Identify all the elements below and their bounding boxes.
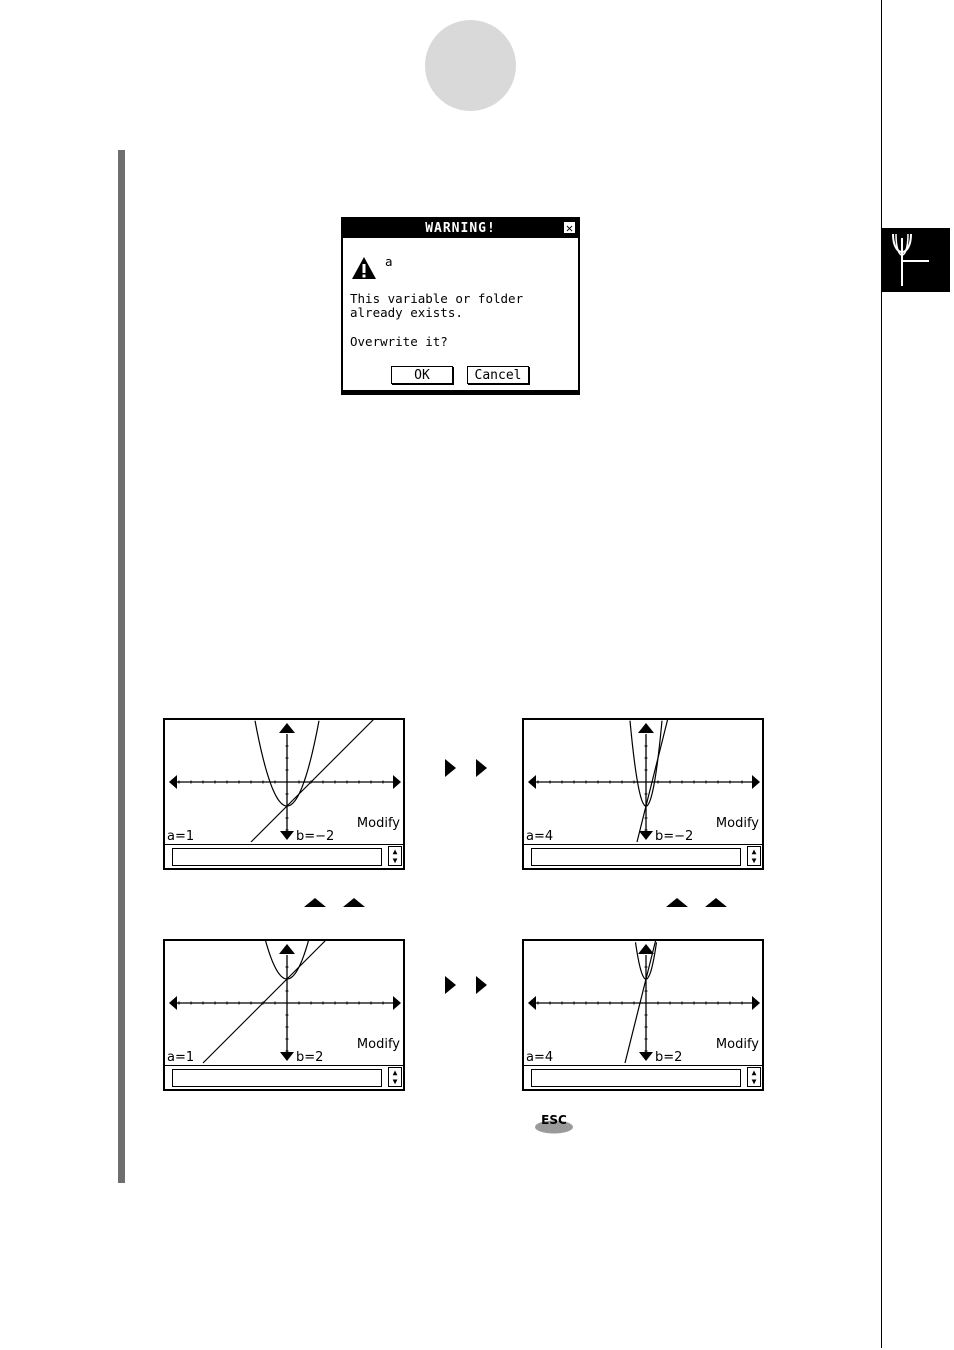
graph-plot xyxy=(524,720,762,868)
cursor-right-icon xyxy=(476,759,487,777)
arrow-right-icon xyxy=(752,996,760,1010)
arrow-up-icon xyxy=(279,944,295,954)
graph-screen xyxy=(163,718,405,870)
margin-rule xyxy=(881,228,882,1348)
warning-dialog xyxy=(341,217,580,395)
chapter-tab xyxy=(882,228,950,292)
section-bar xyxy=(118,150,125,1183)
a-value-label: a=4 xyxy=(526,829,554,844)
arrow-down-icon xyxy=(639,831,653,840)
scroll-arrows-icon[interactable]: ▲ ▼ xyxy=(747,1067,761,1087)
a-value-label: a=1 xyxy=(167,1050,195,1065)
a-value-label: a=1 xyxy=(167,829,195,844)
scroll-arrows-icon[interactable]: ▲ ▼ xyxy=(388,1067,402,1087)
dialog-title: WARNING! xyxy=(343,219,578,238)
page-number-circle xyxy=(425,20,516,111)
line-graph xyxy=(203,941,327,1063)
mode-label: Modify xyxy=(356,816,400,831)
arrow-right-icon xyxy=(752,775,760,789)
arrow-right-icon xyxy=(393,775,401,789)
graph-screen xyxy=(522,718,764,870)
esc-key-label: ESC xyxy=(541,1113,567,1127)
line-graph xyxy=(625,941,656,1063)
close-icon[interactable]: ✕ xyxy=(563,221,576,234)
arrow-down-icon xyxy=(280,831,294,840)
cursor-right-icon xyxy=(445,759,456,777)
b-value-label: b=2 xyxy=(296,1050,324,1065)
line-graph xyxy=(637,720,668,842)
cursor-up-icon xyxy=(666,898,688,907)
b-value-label: b=−2 xyxy=(296,829,335,844)
entry-input[interactable] xyxy=(172,848,382,866)
message-line-1: This variable or folder xyxy=(350,291,524,306)
graph-plot xyxy=(165,941,403,1089)
esc-key-icon xyxy=(534,1112,574,1134)
cursor-right-icon xyxy=(476,976,487,994)
arrow-left-icon xyxy=(528,996,536,1010)
a-value-label: a=4 xyxy=(526,1050,554,1065)
arrow-down-icon xyxy=(280,1052,294,1061)
mode-label: Modify xyxy=(715,816,759,831)
variable-name: a xyxy=(385,254,393,269)
arrow-left-icon xyxy=(169,996,177,1010)
graph-plot xyxy=(165,720,403,868)
arrow-left-icon xyxy=(169,775,177,789)
cancel-button[interactable]: Cancel xyxy=(467,366,529,384)
b-value-label: b=−2 xyxy=(655,829,694,844)
cursor-up-icon xyxy=(304,898,326,907)
message-line-2: already exists. xyxy=(350,305,463,320)
cursor-right-icon xyxy=(445,976,456,994)
divider xyxy=(524,844,762,845)
graph-tab-icon xyxy=(882,228,950,292)
divider xyxy=(524,1065,762,1066)
overwrite-question: Overwrite it? xyxy=(350,334,448,349)
cursor-up-icon xyxy=(343,898,365,907)
arrow-up-icon xyxy=(638,944,654,954)
cursor-up-icon xyxy=(705,898,727,907)
mode-label: Modify xyxy=(356,1037,400,1052)
entry-input[interactable] xyxy=(172,1069,382,1087)
divider xyxy=(165,844,403,845)
arrow-left-icon xyxy=(528,775,536,789)
entry-input[interactable] xyxy=(531,1069,741,1087)
graph-screen xyxy=(163,939,405,1091)
scroll-arrows-icon[interactable]: ▲ ▼ xyxy=(388,846,402,866)
warning-icon xyxy=(351,256,377,280)
graph-screen xyxy=(522,939,764,1091)
margin-rule xyxy=(881,0,882,228)
arrow-down-icon xyxy=(639,1052,653,1061)
arrow-up-icon xyxy=(638,723,654,733)
scroll-arrows-icon[interactable]: ▲ ▼ xyxy=(747,846,761,866)
b-value-label: b=2 xyxy=(655,1050,683,1065)
arrow-right-icon xyxy=(393,996,401,1010)
ok-button[interactable]: OK xyxy=(391,366,453,384)
entry-input[interactable] xyxy=(531,848,741,866)
divider xyxy=(165,1065,403,1066)
mode-label: Modify xyxy=(715,1037,759,1052)
graph-plot xyxy=(524,941,762,1089)
arrow-up-icon xyxy=(279,723,295,733)
